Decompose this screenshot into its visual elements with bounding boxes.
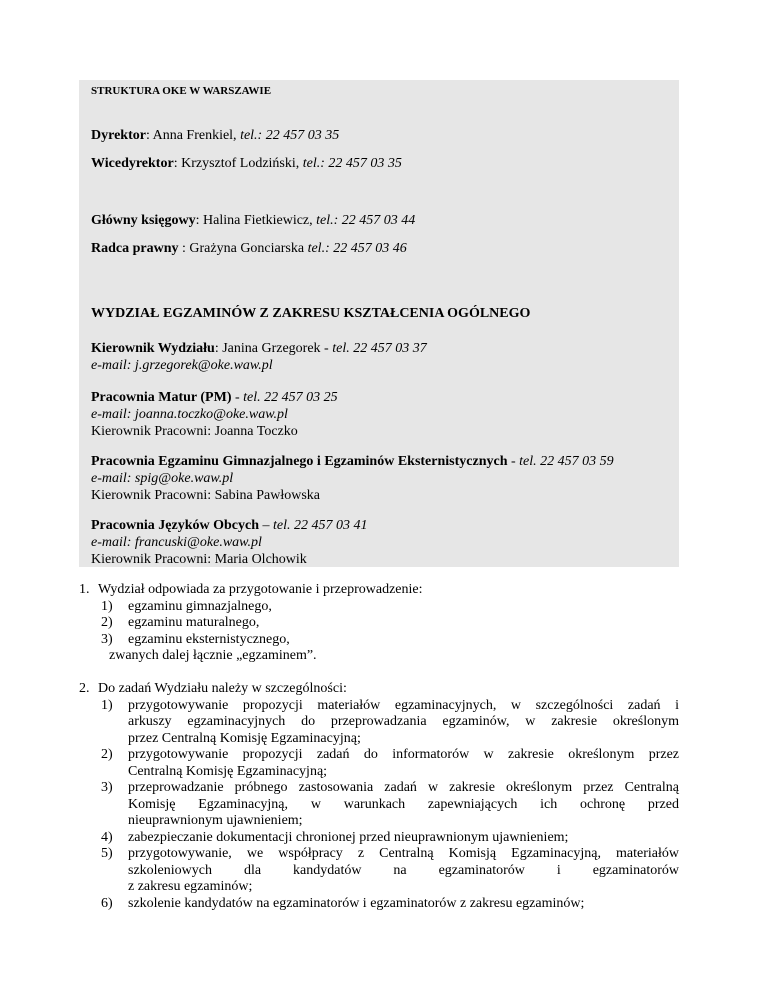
unit-email: e-mail: francuski@oke.waw.pl (91, 535, 262, 550)
department-head-phone: tel. 22 457 03 37 (332, 341, 427, 356)
list-item-closing: zwanych dalej łącznie „egzaminem”. (109, 648, 317, 663)
list-item (79, 681, 679, 912)
director-phone: tel.: 22 457 03 35 (240, 128, 340, 143)
legal-advisor-name: Grażyna Gonciarska (189, 241, 308, 256)
unit-phone: tel. 22 457 03 25 (243, 390, 338, 405)
sub-item-text: egzaminu maturalnego, (128, 615, 260, 630)
director-role: Dyrektor (91, 128, 146, 143)
sub-item (79, 780, 679, 830)
unit-block (91, 517, 367, 568)
unit-name: Pracownia Języków Obcych (91, 518, 259, 533)
list-item (79, 582, 679, 665)
department-head-role: Kierownik Wydziału (91, 341, 215, 356)
list-number: 1. (79, 582, 90, 597)
unit-phone: tel. 22 457 03 41 (272, 518, 368, 533)
separator: - (507, 454, 520, 469)
legal-advisor-role: Radca prawny (91, 241, 179, 256)
deputy-director-role: Wicedyrektor (91, 156, 174, 171)
director-name: Anna Frenkiel, (152, 128, 241, 143)
separator: - (231, 390, 244, 405)
unit-email: e-mail: spig@oke.waw.pl (91, 471, 234, 486)
department-head-email: e-mail: j.grzegorek@oke.waw.pl (91, 358, 273, 373)
sub-number: 2) (101, 615, 113, 630)
unit-manager: Kierownik Pracowni: Joanna Toczko (91, 424, 298, 439)
sub-item-line: zabezpieczanie dokumentacji chronionej przed nieuprawnionym ujawnieniem; (128, 829, 569, 845)
sub-item-line: przygotowywanie propozycji zadań do informatorów w zakresie określonym przez (128, 747, 679, 762)
department-head-name: : Janina Grzegorek - (214, 341, 333, 356)
separator: : (145, 128, 153, 143)
separator: – (258, 518, 273, 533)
chief-accountant-line (91, 212, 415, 229)
unit-block (91, 389, 338, 440)
sub-item-line: przygotowywanie, we współpracy z Centralną Komisją Egzaminacyjną, materiałów (128, 846, 679, 861)
sub-item-line: szkoleniowych dla kandydatów na egzaminatorów i egzaminatorów (128, 862, 679, 878)
chief-accountant-phone: tel.: 22 457 03 44 (316, 213, 416, 228)
sub-number: 4) (101, 829, 113, 845)
sub-item (79, 846, 679, 896)
sub-number: 2) (101, 747, 113, 762)
list-item-text: Wydział odpowiada za przygotowanie i przeprowadzenie: (98, 582, 423, 597)
department-heading: WYDZIAŁ EGZAMINÓW Z ZAKRESU KSZTAŁCENIA OGÓLNEGO (91, 306, 531, 321)
legal-advisor-line (91, 240, 407, 257)
deputy-director-name: Krzysztof Lodziński, (181, 156, 303, 171)
sub-number: 3) (101, 631, 113, 647)
sub-item-line: z zakresu egzaminów; (128, 879, 253, 894)
unit-manager: Kierownik Pracowni: Sabina Pawłowska (91, 488, 321, 503)
sub-item-text: egzaminu eksternistycznego, (128, 631, 290, 647)
unit-email: e-mail: joanna.toczko@oke.waw.pl (91, 407, 288, 422)
sub-item-line: przez Centralną Komisję Egzaminacyjną; (128, 730, 361, 746)
deputy-director-line (91, 155, 402, 172)
deputy-director-phone: tel.: 22 457 03 35 (302, 156, 402, 171)
separator: : (173, 156, 182, 171)
sub-item-line: przeprowadzanie próbnego zastosowania zadań w zakresie określonym przez Centralną (128, 780, 679, 795)
unit-block (91, 453, 614, 504)
sub-item (79, 747, 679, 780)
chief-accountant-name: Halina Fietkiewicz, (203, 213, 317, 228)
list-item-text: Do zadań Wydziału należy w szczególności: (98, 681, 347, 696)
legal-advisor-phone: tel.: 22 457 03 46 (307, 241, 407, 256)
chief-accountant-role: Główny księgowy (91, 213, 196, 228)
director-line (91, 127, 339, 144)
sub-number: 3) (101, 780, 113, 795)
sub-item-line: nieuprawnionym ujawnieniem; (128, 813, 303, 828)
department-head-block (91, 340, 427, 374)
separator: : (195, 213, 204, 228)
unit-phone: tel. 22 457 03 59 (519, 454, 614, 469)
list-number: 2. (79, 681, 90, 696)
sub-item (79, 698, 679, 748)
page-title: STRUKTURA OKE W WARSZAWIE (91, 85, 272, 97)
sub-item (79, 896, 679, 913)
sub-item-text: egzaminu gimnazjalnego, (128, 598, 272, 614)
sub-number: 1) (101, 598, 113, 614)
unit-name: Pracownia Matur (PM) (91, 390, 232, 405)
unit-name: Pracownia Egzaminu Gimnazjalnego i Egzaminów Eksternistycznych (91, 454, 508, 469)
sub-number: 5) (101, 846, 113, 861)
separator: : (178, 241, 190, 256)
sub-item (79, 830, 679, 847)
sub-number: 1) (101, 697, 113, 713)
sub-item-line: arkuszy egzaminacyjnych do przeprowadzania egzaminów, w zakresie określonym (128, 714, 679, 729)
sub-number: 6) (101, 895, 113, 911)
sub-item-line: szkolenie kandydatów na egzaminatorów i egzaminatorów z zakresu egzaminów; (128, 895, 585, 911)
sub-item-line: Komisję Egzaminacyjną, w warunkach zapewniających ich ochronę przed (128, 796, 679, 812)
sub-item-line: przygotowywanie propozycji materiałów egzaminacyjnych, w szczególności zadań i (128, 697, 679, 713)
sub-item-line: Centralną Komisję Egzaminacyjną; (128, 763, 328, 779)
unit-manager: Kierownik Pracowni: Maria Olchowik (91, 552, 307, 567)
